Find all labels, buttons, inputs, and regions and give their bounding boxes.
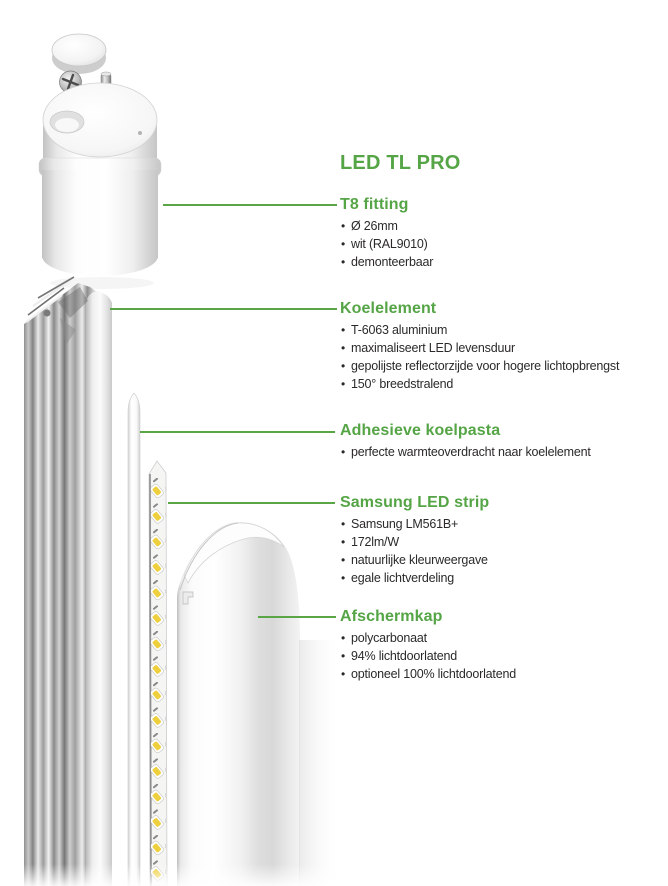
- spec-bullet: • maximaliseert LED levensduur: [340, 339, 666, 357]
- led-strip-illustration: [149, 461, 167, 886]
- leader-line-koelelement: [110, 308, 337, 310]
- spec-bullet: • 172lm/W: [340, 533, 666, 551]
- diagram-title: LED TL PRO: [340, 152, 461, 174]
- label-group-led-strip: [340, 494, 666, 587]
- label-group-afschermkap: [340, 608, 666, 683]
- diffuser-cover-illustration: [177, 522, 341, 886]
- spec-bullet: • optioneel 100% lichtdoorlatend: [340, 665, 666, 683]
- spec-bullet: • perfecte warmteoverdracht naar koelelement: [340, 443, 666, 461]
- label-group-koelpasta: [340, 422, 666, 461]
- section-heading-koelelement: Koelelement: [340, 300, 437, 317]
- spec-bullet: • wit (RAL9010): [340, 235, 666, 253]
- leader-line-t8-fitting: [163, 204, 337, 206]
- spec-bullet: • T-6063 aluminium: [340, 321, 666, 339]
- spec-bullet: • demonteerbaar: [340, 253, 666, 271]
- fitting-body: [39, 83, 161, 289]
- bottom-fade: [0, 864, 668, 886]
- label-group-t8-fitting: [340, 196, 666, 271]
- label-group-koelelement: [340, 300, 666, 393]
- spec-bullet: • gepolijste reflectorzijde voor hogere lichtopbrengst: [340, 357, 666, 375]
- section-heading-koelpasta: Adhesieve koelpasta: [340, 422, 501, 439]
- fitting-cap-disc: [52, 34, 106, 74]
- spec-bullet: • Samsung LM561B+: [340, 515, 666, 533]
- spec-bullet: • egale lichtverdeling: [340, 569, 666, 587]
- leader-line-koelpasta: [140, 431, 335, 433]
- thermal-paste-illustration: [128, 393, 140, 886]
- spec-bullet: • polycarbonaat: [340, 629, 666, 647]
- spec-bullet: • 150° breedstralend: [340, 375, 666, 393]
- leader-line-afschermkap: [258, 616, 336, 618]
- section-heading-afschermkap: Afschermkap: [340, 608, 443, 625]
- t8-fitting-illustration: [39, 34, 161, 289]
- section-heading-led-strip: Samsung LED strip: [340, 494, 490, 511]
- spec-bullet: • natuurlijke kleurweergave: [340, 551, 666, 569]
- spec-bullet: • Ø 26mm: [340, 217, 666, 235]
- leader-line-led-strip: [168, 502, 335, 504]
- heatsink-illustration: [24, 277, 112, 886]
- spec-bullet: • 94% lichtdoorlatend: [340, 647, 666, 665]
- section-heading-t8-fitting: T8 fitting: [340, 196, 409, 213]
